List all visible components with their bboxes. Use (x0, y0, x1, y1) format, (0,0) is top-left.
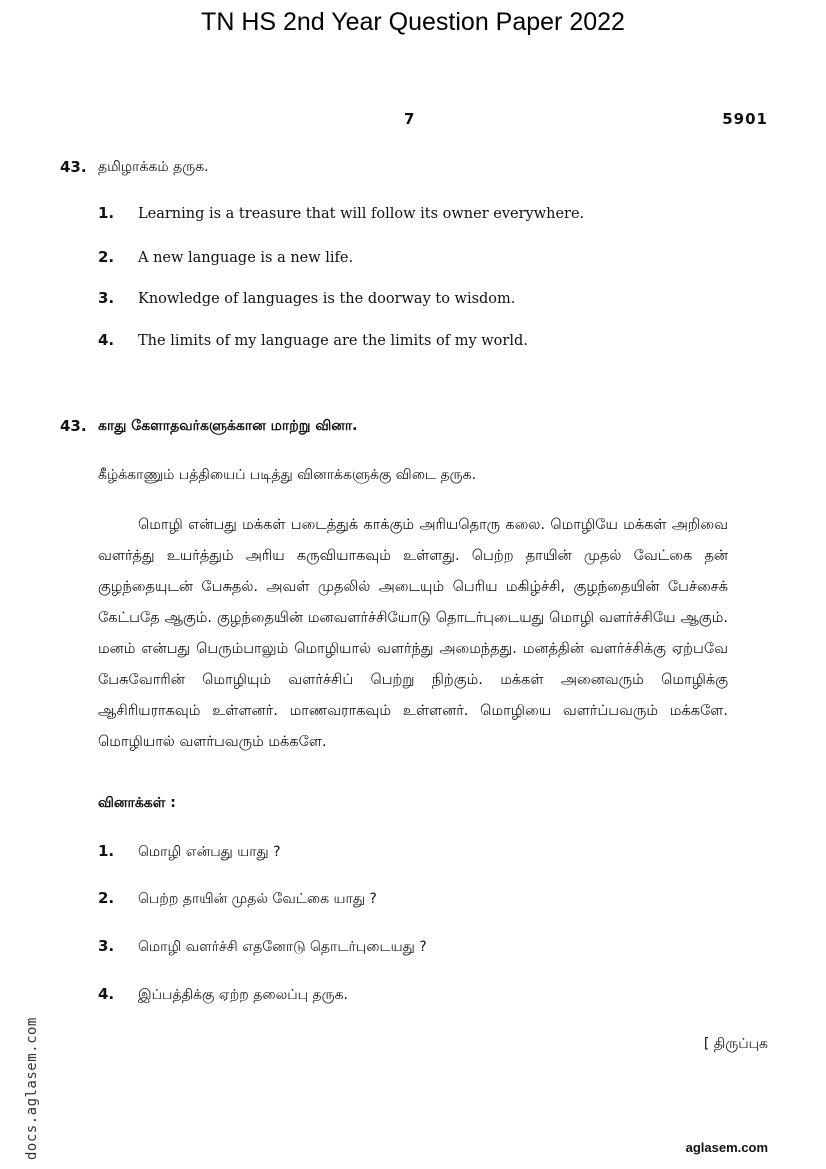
item-text: Learning is a treasure that will follow its owner everywhere. (138, 206, 585, 222)
item-number: 4. (98, 985, 115, 1003)
page-number: 7 (404, 110, 415, 128)
item-number: 1. (98, 842, 115, 860)
question-number: 43. (60, 417, 87, 435)
question-number: 43. (60, 158, 87, 176)
item-number: 1. (98, 204, 115, 222)
turn-over-note: [ திருப்புக (703, 1036, 768, 1052)
list-item (98, 842, 758, 862)
item-text: மொழி வளர்ச்சி எதனோடு தொடர்புடையது ? (138, 939, 427, 955)
item-number: 3. (98, 937, 115, 955)
question-title: தமிழாக்கம் தருக. (98, 159, 209, 175)
item-number: 2. (98, 248, 115, 266)
passage-paragraph: மொழி என்பது மக்கள் படைத்துக் காக்கும் அரியதொரு கலை. மொழியே மக்கள் அறிவை வளர்த்து உயர்த்தும் அரிய கருவியாகவும் உள்ளது. பெற்ற தாயின் முதல் வேட்கை தன் குழந்தையுடன் பேசுதல். அவள் முதலில் அடையும் பெரிய மகிழ்ச்சி, குழந்தையின் பேச்சைக் கேட்பதே ஆகும். குழந்தையின் மனவளர்ச்சியோடு தொடர்புடையது மொழி வளர்ச்சியே ஆகும். மனம் என்பது பெரும்பாலும் மொழியால் வளர்ந்து அமைந்தது. மனத்தின் வளர்ச்சிக்கு ஏற்பவே பேசுவோரின் மொழியும் வளர்ச்சிப் பெற்று நிற்கும். மக்கள் அனைவரும் மொழிக்கு ஆசிரியராகவும் உள்ளனர். மாணவராகவும் உள்ளனர். மொழியை வளர்ப்பவரும் மக்களே. மொழியால் வளர்பவரும் மக்களே. (98, 517, 728, 750)
list-item (98, 204, 758, 222)
list-item (98, 937, 758, 957)
item-text: Knowledge of languages is the doorway to wisdom. (138, 291, 516, 307)
item-text: இப்பத்திக்கு ஏற்ற தலைப்பு தருக. (138, 987, 348, 1003)
item-text: பெற்ற தாயின் முதல் வேட்கை யாது ? (138, 891, 377, 907)
item-number: 3. (98, 289, 115, 307)
item-number: 4. (98, 331, 115, 349)
brand-watermark: aglasem.com (685, 1140, 768, 1155)
list-item (98, 289, 758, 307)
list-item (98, 985, 758, 1005)
list-item (98, 248, 758, 266)
item-text: The limits of my language are the limits of my world. (138, 333, 528, 349)
instruction-text: கீழ்க்காணும் பத்தியைப் படித்து வினாக்களுக்கு விடை தருக. (98, 467, 477, 483)
list-item (98, 889, 758, 909)
item-number: 2. (98, 889, 115, 907)
questions-heading: வினாக்கள் : (98, 795, 176, 811)
list-item (98, 331, 758, 349)
question-title: காது கேளாதவர்களுக்கான மாற்று வினா. (98, 418, 358, 434)
page-banner-title: TN HS 2nd Year Question Paper 2022 (201, 8, 625, 36)
item-text: மொழி என்பது யாது ? (138, 844, 281, 860)
item-text: A new language is a new life. (138, 250, 354, 266)
paper-code: 5901 (722, 110, 768, 128)
side-watermark: docs.aglasem.com (24, 1017, 40, 1160)
